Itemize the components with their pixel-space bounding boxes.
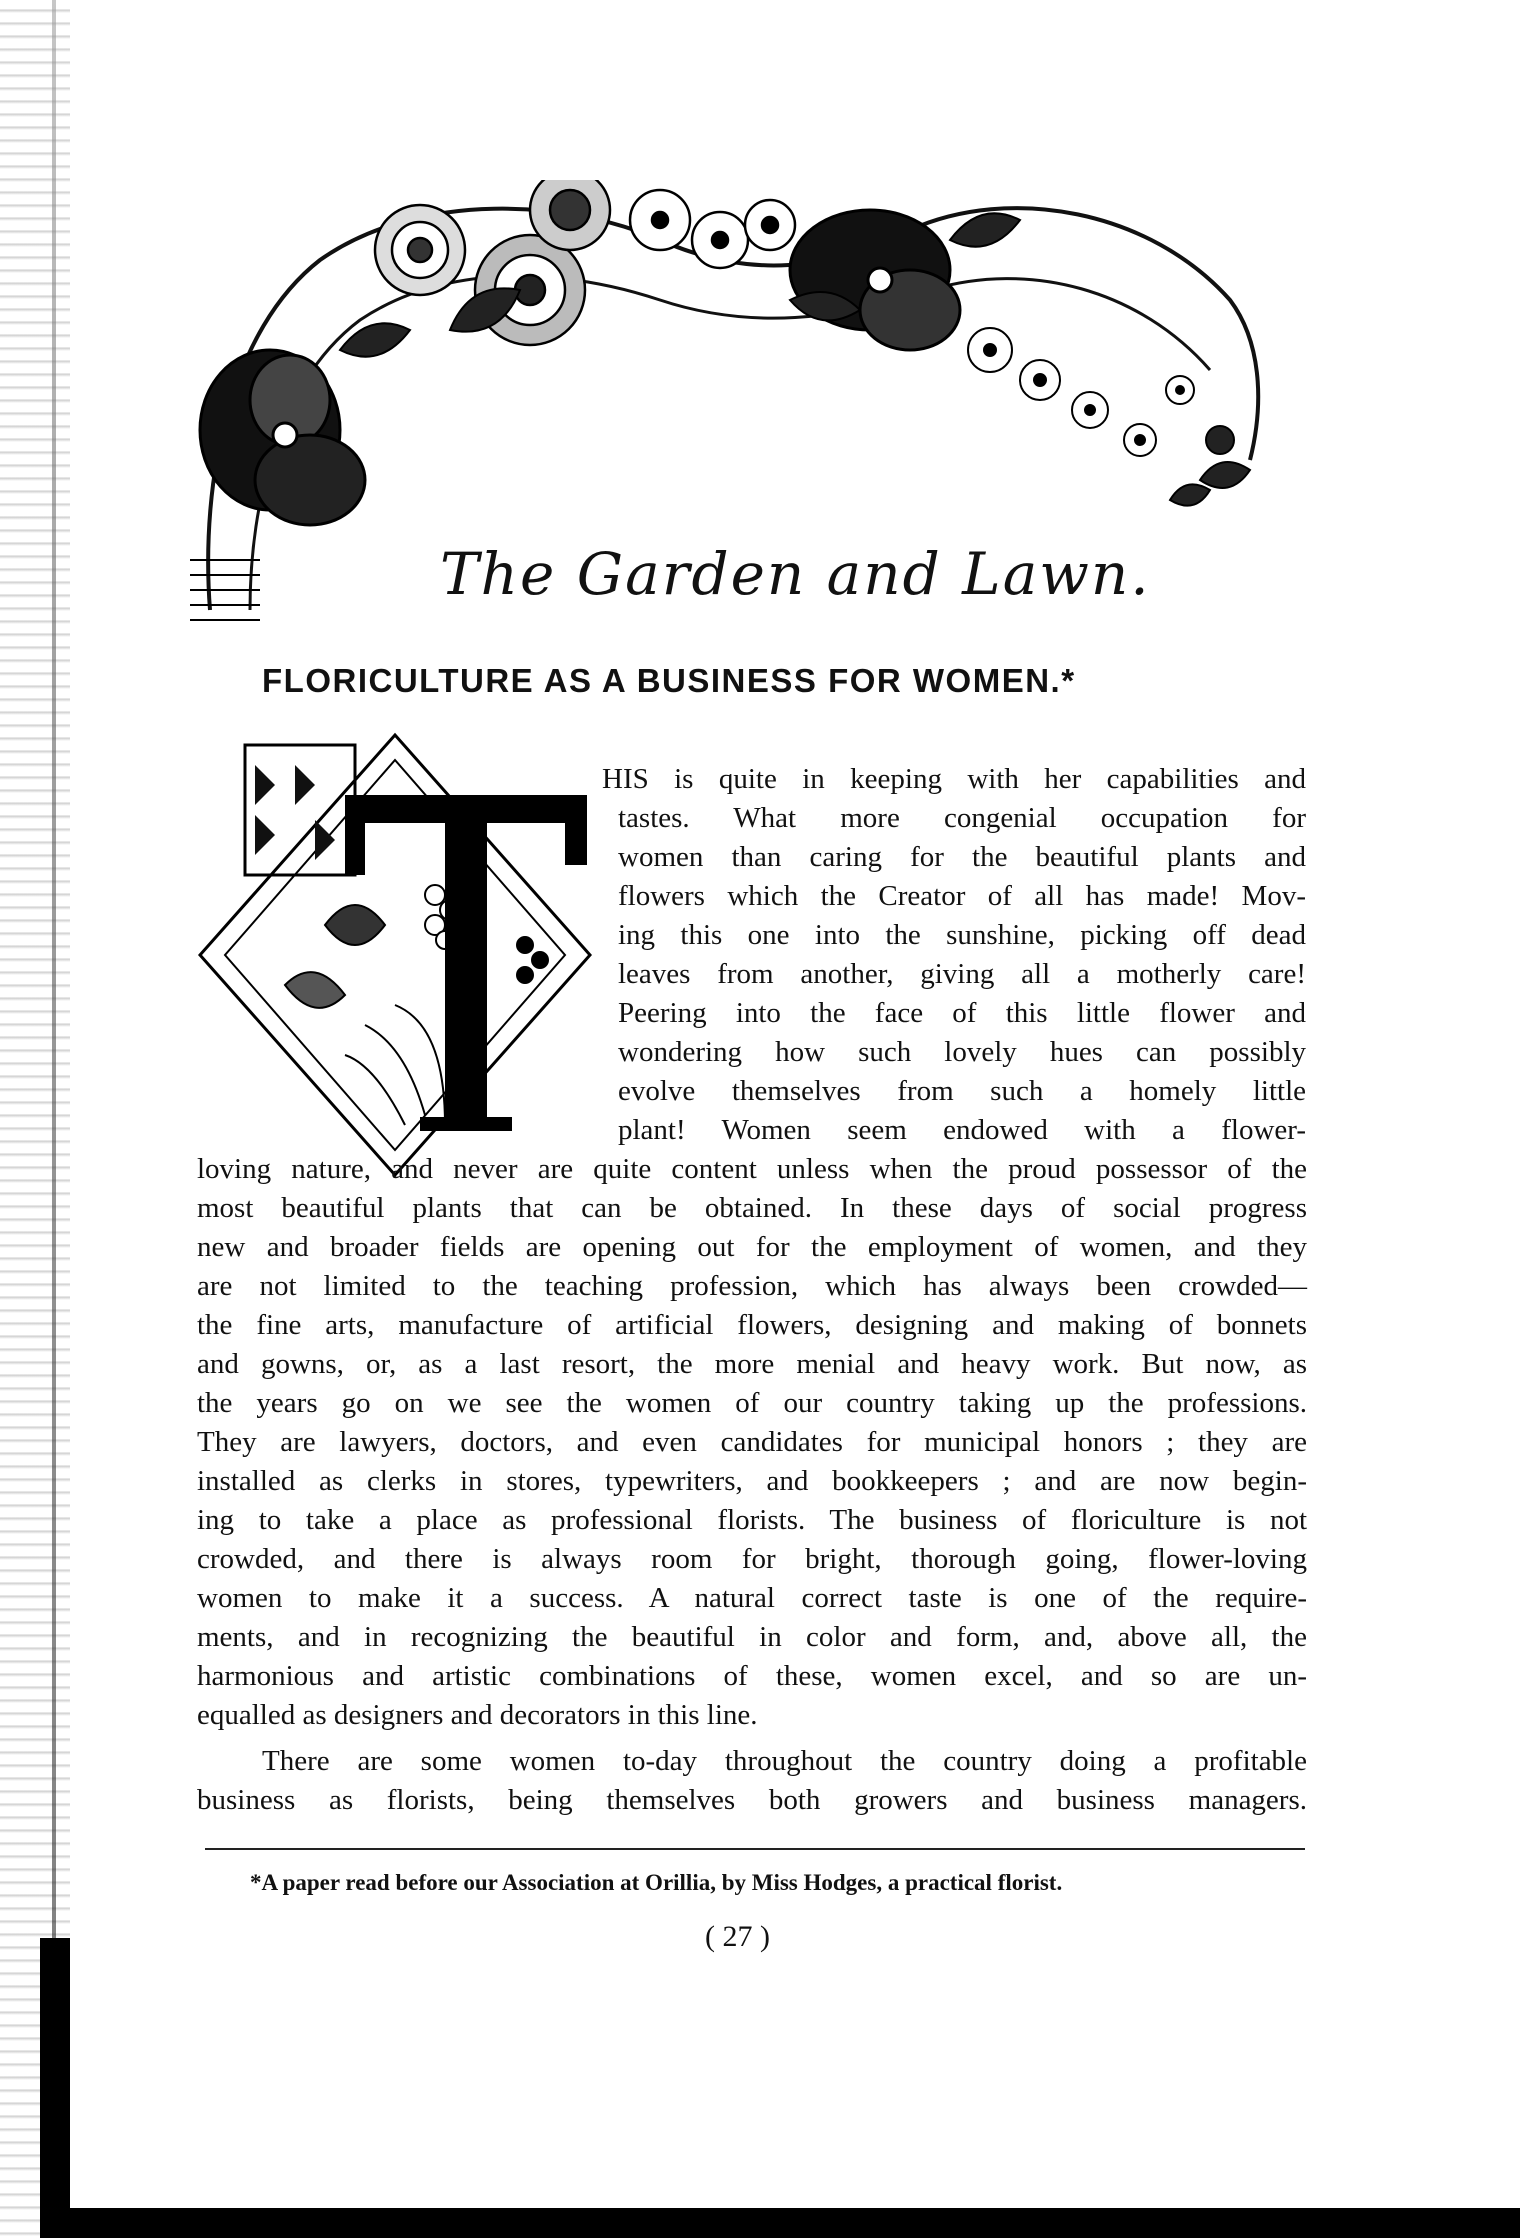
text-line: are not limited to the teaching profession, which has always been crowded—	[197, 1270, 1307, 1302]
text-line: They are lawyers, doctors, and even candidates for municipal honors ; they are	[197, 1426, 1307, 1458]
text-line: leaves from another, giving all a motherly care!	[618, 958, 1306, 990]
text-line: installed as clerks in stores, typewriters, and bookkeepers ; and are now begin-	[197, 1465, 1307, 1497]
text-line: ing this one into the sunshine, picking off dead	[618, 919, 1306, 951]
text-line: Peering into the face of this little flower and	[618, 997, 1306, 1029]
pansy-flower	[200, 350, 365, 525]
text-line: new and broader fields are opening out for the employment of women, and they	[197, 1231, 1307, 1263]
text-line: loving nature, and never are quite content unless when the proud possessor of the	[197, 1153, 1307, 1185]
section-heading: The Garden and Lawn.	[440, 540, 1151, 608]
text-line: equalled as designers and decorators in this line.	[197, 1699, 758, 1731]
text-line: the years go on we see the women of our country taking up the professions.	[197, 1387, 1307, 1419]
text-line: women than caring for the beautiful plants and	[618, 841, 1306, 873]
footnote: *A paper read before our Association at Orillia, by Miss Hodges, a practical florist.	[250, 1870, 1063, 1895]
text-line: business as florists, being themselves both growers and business managers.	[197, 1784, 1307, 1816]
text-line: evolve themselves from such a homely little	[618, 1075, 1306, 1107]
article-title: FLORICULTURE AS A BUSINESS FOR WOMEN.*	[262, 662, 1076, 699]
text-line: the fine arts, manufacture of artificial flowers, designing and making of bonnets	[197, 1309, 1307, 1341]
text-line: There are some women to-day throughout the country doing a profitable	[262, 1745, 1307, 1777]
text-line: tastes. What more congenial occupation for	[618, 802, 1306, 834]
text-line: flowers which the Creator of all has made! Mov-	[618, 880, 1306, 912]
text-line: ments, and in recognizing the beautiful in color and form, and, above all, the	[197, 1621, 1307, 1653]
text-line: HIS is quite in keeping with her capabilities and	[602, 763, 1306, 795]
footnote-rule	[205, 1848, 1305, 1850]
text-line: harmonious and artistic combinations of these, women excel, and so are un-	[197, 1660, 1307, 1692]
text-line: ing to take a place as professional florists. The business of floriculture is not	[197, 1504, 1307, 1536]
text-line: most beautiful plants that can be obtained. In these days of social progress	[197, 1192, 1307, 1224]
text-line: crowded, and there is always room for bright, thorough going, flower-loving	[197, 1543, 1307, 1575]
text-line: and gowns, or, as a last resort, the more menial and heavy work. But now, as	[197, 1348, 1307, 1380]
text-line: wondering how such lovely hues can possibly	[618, 1036, 1306, 1068]
scan-bottom-left-corner	[40, 1938, 70, 2238]
text-line: plant! Women seem endowed with a flower-	[618, 1114, 1306, 1146]
illustrated-dropcap	[195, 725, 595, 1185]
text-line: women to make it a success. A natural correct taste is one of the require-	[197, 1582, 1307, 1614]
scan-edge	[0, 0, 70, 2238]
dropcap-letter: T	[465, 835, 466, 836]
page-number: ( 27 )	[705, 1920, 770, 1953]
scan-bottom-edge	[40, 2208, 1520, 2238]
